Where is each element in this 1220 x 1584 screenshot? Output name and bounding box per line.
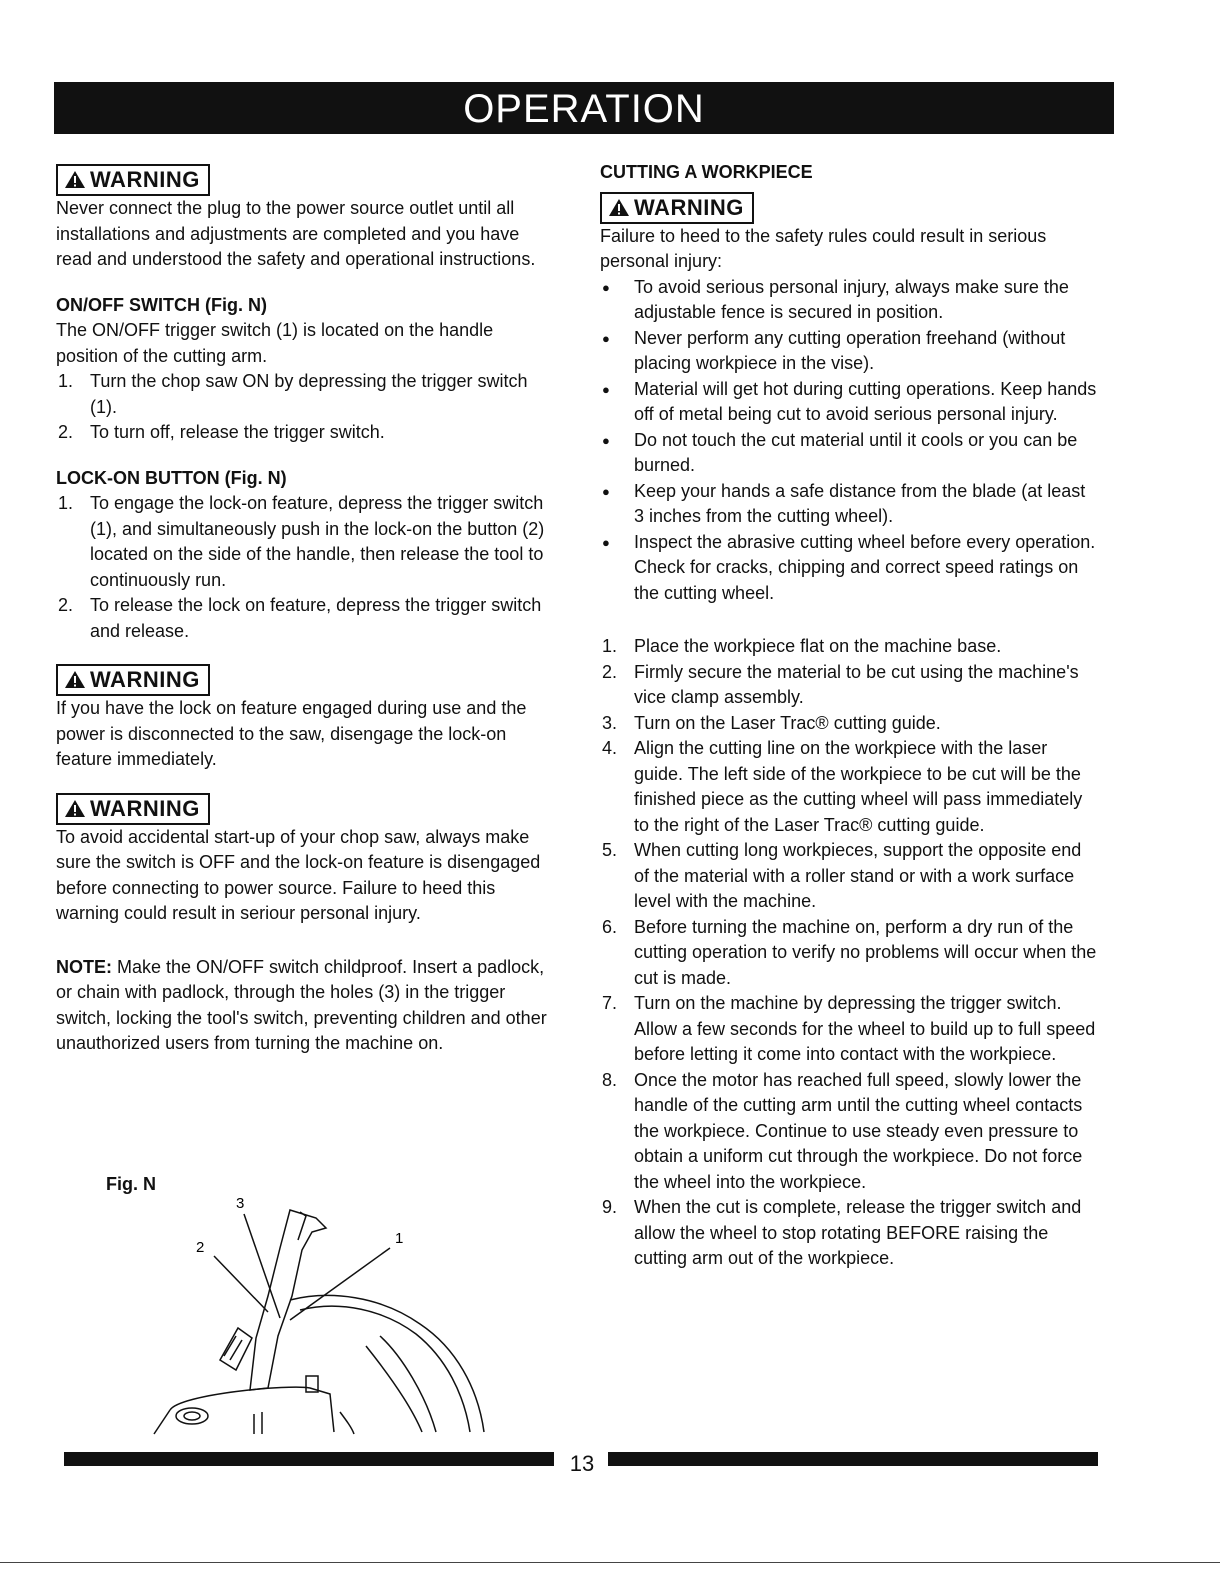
item-text: To turn off, release the trigger switch. xyxy=(90,422,385,442)
item-number: 8. xyxy=(602,1069,618,1090)
list-item xyxy=(600,634,1100,660)
list-item xyxy=(600,377,1100,428)
warning-badge xyxy=(600,192,754,224)
bullet-icon: ● xyxy=(602,483,610,499)
item-text: Before turning the machine on, perform a dry run of the cutting operation to verify no problems will occur when the cut is made. xyxy=(634,916,1097,988)
item-text: To release the lock on feature, depress the trigger switch and release. xyxy=(90,595,542,641)
onoff-text: The ON/OFF trigger switch (1) is located on the handle position of the cutting arm. xyxy=(56,320,494,366)
list-item xyxy=(600,326,1100,377)
lockon-list xyxy=(56,491,556,644)
warning-badge xyxy=(56,793,210,825)
onoff-heading: ON/OFF SWITCH (Fig. N) xyxy=(56,294,267,315)
warning-label: WARNING xyxy=(90,667,200,692)
right-column xyxy=(600,160,1100,1272)
item-text: Material will get hot during cutting operations. Keep hands off of metal being cut to avoid serious personal injury. xyxy=(634,378,1097,424)
warning-badge xyxy=(56,664,210,696)
bullet-icon: ● xyxy=(602,279,610,295)
list-item xyxy=(600,991,1100,1068)
list-item xyxy=(600,915,1100,992)
item-number: 7. xyxy=(602,993,618,1013)
cutting-heading: CUTTING A WORKPIECE xyxy=(600,162,813,182)
item-text: When cutting long workpieces, support the opposite end of the material with a roller stand or with a work surface level with the machine. xyxy=(634,840,1082,911)
item-text: Turn on the Laser Trac® cutting guide. xyxy=(634,712,941,733)
list-item xyxy=(600,479,1100,530)
item-text: Align the cutting line on the workpiece with the laser guide. The left side of the workpiece to be cut will be the finished piece as the cutting wheel will pass immediately to the right of the Laser Trac® cutting guide. xyxy=(634,738,1083,835)
list-item xyxy=(600,660,1100,711)
item-text: Keep your hands a safe distance from the blade (at least 3 inches from the cutting wheel). xyxy=(634,480,1086,526)
item-number: 2. xyxy=(58,595,74,615)
list-item xyxy=(600,1068,1100,1196)
item-text: To engage the lock-on feature, depress the trigger switch (1), and simultaneously push in the lock-on the button (2) located on the side of the handle, then release the tool to continuously run. xyxy=(90,493,545,590)
item-number: 3. xyxy=(602,712,618,733)
item-text: Once the motor has reached full speed, slowly lower the handle of the cutting arm until the cutting wheel contacts the workpiece. Continue to use steady even pressure to obtain a uniform cut through the workpiece. Do not force the wheel into the workpiece. xyxy=(634,1069,1083,1192)
item-number: 9. xyxy=(602,1197,618,1217)
item-number: 1. xyxy=(58,371,74,391)
item-text: Never perform any cutting operation freehand (without placing workpiece in the vise). xyxy=(634,327,1066,373)
item-number: 2. xyxy=(58,422,74,442)
list-item xyxy=(56,593,556,644)
footer-bar xyxy=(608,1452,1098,1466)
warning-text: Never connect the plug to the power source outlet until all installations and adjustments are completed and you have read and understood the safety and operational instructions. xyxy=(56,198,536,269)
callout-1: 1 xyxy=(395,1230,404,1247)
list-item xyxy=(600,1195,1100,1272)
list-item xyxy=(600,711,1100,737)
lockon-heading: LOCK-ON BUTTON (Fig. N) xyxy=(56,467,287,488)
warning-triangle-icon xyxy=(64,670,86,689)
item-text: Do not touch the cut material until it cools or you can be burned. xyxy=(634,429,1078,475)
warning-triangle-icon xyxy=(608,198,630,217)
item-text: Firmly secure the material to be cut using the machine's vice clamp assembly. xyxy=(634,661,1079,707)
warning-badge xyxy=(56,164,210,196)
warning-label: WARNING xyxy=(90,167,200,192)
page-number: 13 xyxy=(569,1451,595,1476)
figure-label: Fig. N xyxy=(106,1174,156,1194)
bullet-icon: ● xyxy=(602,534,610,550)
note-paragraph xyxy=(56,955,556,1057)
item-number: 6. xyxy=(602,916,618,937)
bullet-icon: ● xyxy=(602,381,610,397)
item-number: 1. xyxy=(602,636,618,656)
chop-saw-illustration xyxy=(140,1188,500,1438)
warning-text: To avoid accidental start-up of your chop saw, always make sure the switch is OFF and the lock-on feature is disengaged before connecting to power source. Failure to heed this warning could result in seriour personal injury. xyxy=(56,826,541,923)
page-title: OPERATION xyxy=(54,82,1114,134)
callout-3: 3 xyxy=(236,1195,245,1212)
note-text: Make the ON/OFF switch childproof. Insert a padlock, or chain with padlock, through the holes (3) in the trigger switch, locking the tool's switch, preventing children and other unauthorized users from turning the machine on. xyxy=(56,956,547,1053)
note-label: NOTE: xyxy=(56,956,112,977)
item-text: Place the workpiece flat on the machine base. xyxy=(634,636,1002,656)
item-text: When the cut is complete, release the trigger switch and allow the wheel to stop rotating BEFORE raising the cutting arm out of the workpiece. xyxy=(634,1197,1082,1268)
warning-label: WARNING xyxy=(90,795,200,821)
item-text: Turn the chop saw ON by depressing the trigger switch (1). xyxy=(90,371,528,417)
item-text: To avoid serious personal injury, always make sure the adjustable fence is secured in position. xyxy=(634,276,1069,322)
list-item xyxy=(56,369,556,420)
item-text: Turn on the machine by depressing the trigger switch. Allow a few seconds for the wheel to build up to full speed before letting it come into contact with the workpiece. xyxy=(634,993,1096,1064)
item-text: Inspect the abrasive cutting wheel before every operation. Check for cracks, chipping and correct speed ratings on the cutting wheel. xyxy=(634,531,1096,603)
warning-triangle-icon xyxy=(64,170,86,189)
list-item xyxy=(56,420,556,446)
item-number: 1. xyxy=(58,493,74,513)
divider xyxy=(0,1562,1220,1563)
item-number: 2. xyxy=(602,661,618,682)
list-item xyxy=(600,530,1100,607)
bullet-icon: ● xyxy=(602,330,610,346)
list-item xyxy=(600,428,1100,479)
left-column xyxy=(56,164,556,1057)
callout-2: 2 xyxy=(196,1239,205,1256)
footer-bar xyxy=(64,1452,554,1466)
safety-bullets xyxy=(600,275,1100,607)
bullet-icon: ● xyxy=(602,432,610,448)
list-item xyxy=(600,275,1100,326)
warning-label: WARNING xyxy=(634,194,744,220)
warning-text: If you have the lock on feature engaged during use and the power is disconnected to the saw, disengage the lock-on feature immediately. xyxy=(56,698,527,769)
list-item xyxy=(56,491,556,593)
list-item xyxy=(600,838,1100,915)
warning-triangle-icon xyxy=(64,799,86,818)
list-item xyxy=(600,736,1100,838)
item-number: 5. xyxy=(602,840,618,860)
onoff-list xyxy=(56,369,556,446)
cutting-steps xyxy=(600,634,1100,1272)
item-number: 4. xyxy=(602,738,618,758)
warning-text: Failure to heed to the safety rules could result in serious personal injury: xyxy=(600,225,1047,271)
